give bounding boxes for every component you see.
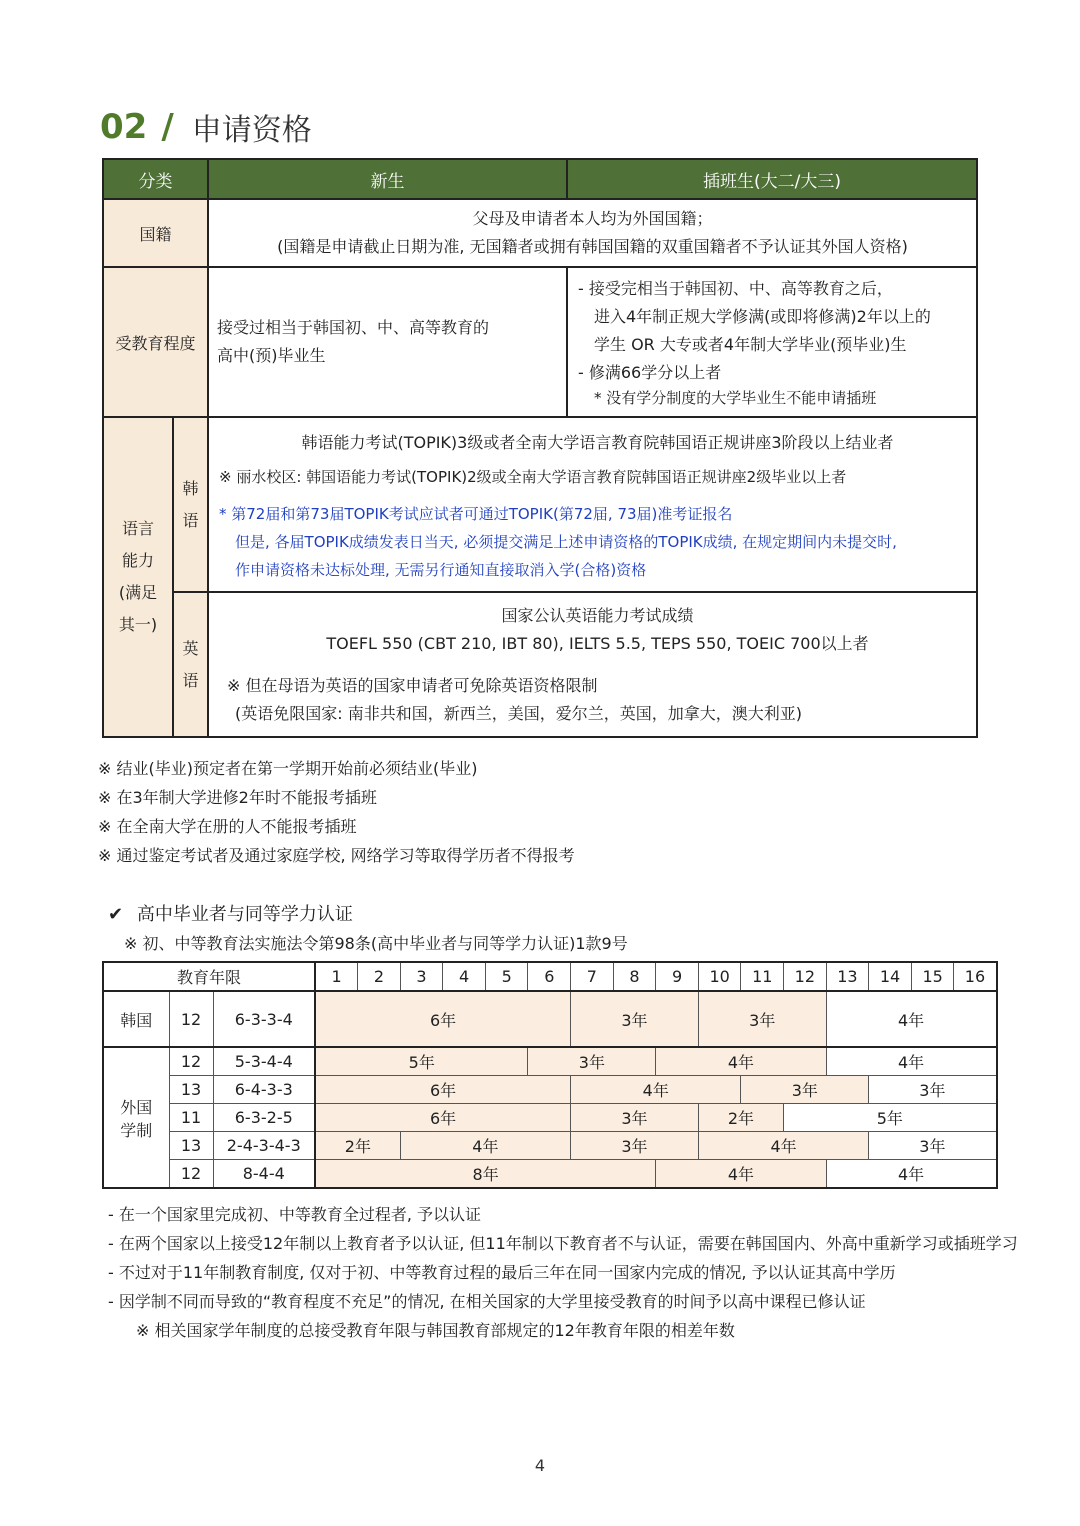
- foreign-row-5: [103, 1160, 997, 1189]
- row2-total: 13: [169, 1076, 213, 1104]
- row3-system: 6-3-2-5: [213, 1104, 315, 1132]
- foreign-row-1: [103, 1047, 997, 1076]
- year-6: 6: [528, 962, 571, 991]
- foreign-row-3: [103, 1104, 997, 1132]
- row2-span-3: 3年: [741, 1076, 869, 1104]
- nationality-content: [208, 199, 977, 267]
- row2-span-1: 6年: [315, 1076, 571, 1104]
- row1-total: 12: [169, 1047, 213, 1076]
- row4-span-3: 3年: [571, 1132, 699, 1160]
- row-education: [103, 267, 977, 417]
- row3-span-1: 6年: [315, 1104, 571, 1132]
- row2-span-2: 4年: [571, 1076, 741, 1104]
- korea-span-1: 6年: [315, 991, 571, 1047]
- header-freshman: 新生: [208, 159, 567, 199]
- year-16: 16: [954, 962, 997, 991]
- education-transfer: [567, 267, 977, 417]
- header-category: 分类: [103, 159, 208, 199]
- year-9: 9: [656, 962, 699, 991]
- year-12: 12: [784, 962, 827, 991]
- korean-blue-1: * 第72届和第73届TOPIK考试应试者可通过TOPIK(第72届, 73届)准考证报名: [219, 504, 733, 523]
- section-title: 申请资格: [191, 113, 312, 148]
- year-10: 10: [698, 962, 741, 991]
- bullet-note: ※ 相关国家学年制度的总接受教育年限与韩国教育部规定的12年教育年限的相差年数: [136, 1321, 735, 1340]
- english-content: [208, 592, 977, 737]
- row3-span-4: 5年: [784, 1104, 997, 1132]
- language-label-2: 能力: [121, 551, 154, 570]
- row4-span-1: 2年: [315, 1132, 400, 1160]
- korean-line-2: ※ 丽水校区: 韩国语能力考试(TOPIK)2级或全南大学语言教育院韩国语正规讲座2级毕业以上者: [219, 467, 847, 486]
- korea-country: 韩国: [103, 991, 169, 1047]
- foreign-label-2: 学制: [120, 1120, 153, 1140]
- year-8: 8: [613, 962, 656, 991]
- section-heading: [100, 104, 312, 150]
- education-fresh-line-1: 接受过相当于韩国初、中、高等教育的: [217, 318, 490, 337]
- bullet-4: - 因学制不同而导致的“教育程度不充足”的情况, 在相关国家的大学里接受教育的时间予以高中课程已修认证: [108, 1292, 866, 1311]
- row1-span-2: 3年: [528, 1047, 656, 1076]
- page-number: 4: [534, 1456, 546, 1475]
- year-4: 4: [443, 962, 486, 991]
- year-3: 3: [400, 962, 443, 991]
- row4-span-4: 4年: [698, 1132, 868, 1160]
- section-number: 02: [100, 107, 148, 147]
- year-2: 2: [358, 962, 401, 991]
- note-4: ※ 通过鉴定考试者及通过家庭学校, 网络学习等取得学历者不得报考: [98, 846, 575, 865]
- year-11: 11: [741, 962, 784, 991]
- row1-span-3: 4年: [656, 1047, 826, 1076]
- education-years-table: [102, 961, 998, 1189]
- education-transfer-line-3: 学生 OR 大专或者4年制大学毕业(预毕业)生: [594, 335, 907, 354]
- nationality-line-2: (国籍是申请截止日期为准, 无国籍者或拥有韩国国籍的双重国籍者不予认证其外国人资格): [277, 237, 908, 256]
- korean-blue-2: 但是, 各届TOPIK成绩发表日当天, 必须提交满足上述申请资格的TOPIK成绩, 在规定期间内未提交时,: [235, 532, 897, 551]
- bullet-2: - 在两个国家以上接受12年制以上教育者予以认证, 但11年制以下教育者不与认证，需要在韩国国内、外高中重新学习或插班学习: [108, 1234, 1018, 1253]
- row2-span-4: 3年: [869, 1076, 997, 1104]
- foreign-label: [103, 1047, 169, 1188]
- korea-total: 12: [169, 991, 213, 1047]
- row4-system: 2-4-3-4-3: [213, 1132, 315, 1160]
- note-1: ※ 结业(毕业)预定者在第一学期开始前必须结业(毕业): [98, 759, 478, 778]
- row4-span-2: 4年: [400, 1132, 570, 1160]
- korea-system: 6-3-3-4: [213, 991, 315, 1047]
- korea-row: [103, 991, 997, 1047]
- equivalence-title: 高中毕业者与同等学力认证: [136, 904, 353, 925]
- note-2: ※ 在3年制大学进修2年时不能报考插班: [98, 788, 377, 807]
- english-line-2: TOEFL 550 (CBT 210, IBT 80), IELTS 5.5, TEPS 550, TOEIC 700以上者: [326, 633, 869, 653]
- row-english: [103, 592, 977, 737]
- nationality-label: 国籍: [103, 199, 208, 267]
- row5-span-3: 4年: [826, 1160, 996, 1189]
- years-header-label: 教育年限: [103, 962, 315, 991]
- education-label: 受教育程度: [103, 267, 208, 417]
- nationality-line-1: 父母及申请者本人均为外国国籍；: [472, 209, 713, 228]
- year-13: 13: [826, 962, 869, 991]
- row-korean: [103, 417, 977, 592]
- qual-header-row: [103, 159, 977, 199]
- korea-span-2: 3年: [571, 991, 699, 1047]
- korean-blue-3: 作申请资格未达标处理, 无需另行通知直接取消入学(合格)资格: [235, 560, 647, 579]
- korean-content: [208, 417, 977, 592]
- english-label-1: 英: [182, 638, 199, 658]
- education-freshman: [208, 267, 567, 417]
- year-5: 5: [485, 962, 528, 991]
- education-transfer-line-1: - 接受完相当于韩国初、中、高等教育之后，: [578, 279, 893, 298]
- language-label: [103, 417, 173, 737]
- row1-span-1: 5年: [315, 1047, 528, 1076]
- law-reference: ※ 初、中等教育法实施法令第98条(高中毕业者与同等学力认证)1款9号: [124, 934, 628, 953]
- education-transfer-line-2: 进入4年制正规大学修满(或即将修满)2年以上的: [594, 307, 931, 326]
- foreign-row-4: [103, 1132, 997, 1160]
- english-line-1: 国家公认英语能力考试成绩: [501, 605, 694, 625]
- row5-span-1: 8年: [315, 1160, 656, 1189]
- english-label-2: 语: [182, 670, 199, 690]
- row1-system: 5-3-4-4: [213, 1047, 315, 1076]
- row1-span-4: 4年: [826, 1047, 996, 1076]
- korea-span-3: 3年: [698, 991, 826, 1047]
- years-header-row: [103, 962, 997, 991]
- header-transfer: 插班生(大二/大三): [567, 159, 977, 199]
- year-7: 7: [571, 962, 614, 991]
- row5-system: 8-4-4: [213, 1160, 315, 1189]
- row4-total: 13: [169, 1132, 213, 1160]
- education-fresh-line-2: 高中(预)毕业生: [217, 346, 326, 365]
- row5-span-2: 4年: [656, 1160, 826, 1189]
- row-nationality: [103, 199, 977, 267]
- english-line-3: ※ 但在母语为英语的国家申请者可免除英语资格限制: [227, 675, 598, 695]
- row3-span-2: 3年: [571, 1104, 699, 1132]
- row3-span-3: 2年: [698, 1104, 783, 1132]
- heading-slash: /: [161, 107, 174, 147]
- row4-span-5: 3年: [869, 1132, 997, 1160]
- korean-label-2: 语: [182, 510, 199, 530]
- korean-line-1: 韩语能力考试(TOPIK)3级或者全南大学语言教育院韩国语正规讲座3阶段以上结业者: [301, 432, 894, 452]
- row3-total: 11: [169, 1104, 213, 1132]
- year-15: 15: [911, 962, 954, 991]
- language-label-1: 语言: [121, 519, 154, 538]
- row5-total: 12: [169, 1160, 213, 1189]
- row2-system: 6-4-3-3: [213, 1076, 315, 1104]
- language-label-3: (满足: [118, 583, 158, 602]
- qualification-table: [102, 158, 978, 738]
- english-label: [173, 592, 208, 737]
- education-transfer-line-4: - 修满66学分以上者: [578, 363, 722, 382]
- foreign-row-2: [103, 1076, 997, 1104]
- foreign-label-1: 外国: [120, 1097, 153, 1117]
- note-3: ※ 在全南大学在册的人不能报考插班: [98, 817, 357, 836]
- year-14: 14: [869, 962, 912, 991]
- english-line-4: (英语免限国家: 南非共和国，新西兰，美国，爱尔兰，英国，加拿大，澳大利亚): [235, 703, 802, 723]
- korean-label-1: 韩: [182, 478, 199, 498]
- bullet-1: - 在一个国家里完成初、中等教育全过程者, 予以认证: [108, 1205, 482, 1224]
- korea-span-4: 4年: [826, 991, 996, 1047]
- bullet-3: - 不过对于11年制教育制度, 仅对于初、中等教育过程的最后三年在同一国家内完成的情况, 予以认证其高中学历: [108, 1263, 896, 1282]
- equivalence-heading: [108, 900, 353, 926]
- language-label-4: 其一): [118, 615, 158, 634]
- check-icon: ✔: [108, 904, 124, 925]
- education-transfer-line-5: * 没有学分制度的大学毕业生不能申请插班: [594, 389, 877, 407]
- korean-label: [173, 417, 208, 592]
- year-1: 1: [315, 962, 358, 991]
